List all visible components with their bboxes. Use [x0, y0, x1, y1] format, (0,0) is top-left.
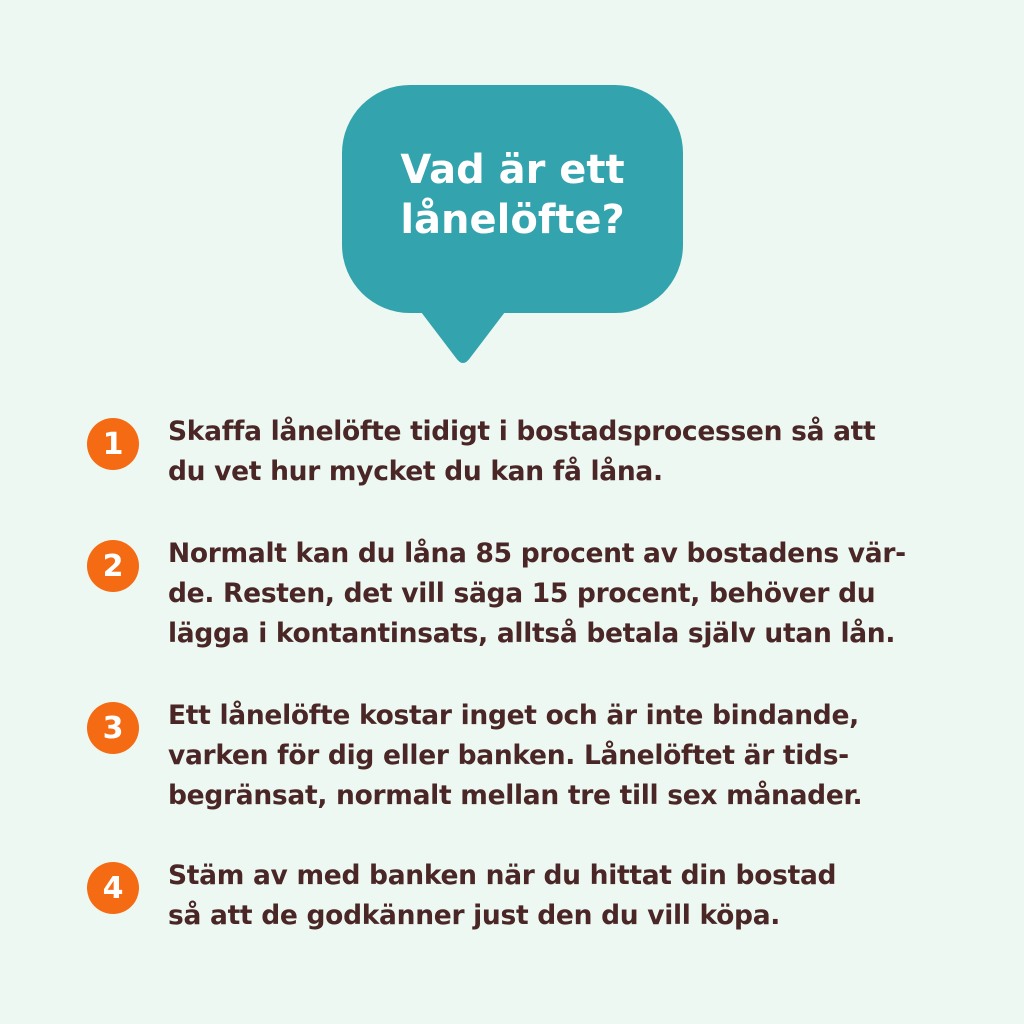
step-text — [168, 856, 948, 936]
step-number-badge: 4 — [87, 862, 139, 914]
step-text — [168, 534, 948, 654]
step-text-line: du vet hur mycket du kan få låna. — [168, 456, 663, 487]
step-text-line: begränsat, normalt mellan tre till sex månader. — [168, 780, 863, 811]
step-text-line: Stäm av med banken när du hittat din bostad — [168, 860, 837, 891]
step-text — [168, 412, 948, 492]
step-text-line: så att de godkänner just den du vill köpa. — [168, 900, 781, 931]
step-text-line: Ett lånelöfte kostar inget och är inte bindande, — [168, 700, 859, 731]
page-title — [342, 85, 683, 313]
speech-bubble-tail — [418, 308, 508, 368]
step-text-line: varken för dig eller banken. Lånelöftet är tids- — [168, 740, 849, 771]
step-number-badge: 1 — [87, 418, 139, 470]
title-line-2: lånelöfte? — [400, 197, 625, 243]
step-text-line: de. Resten, det vill säga 15 procent, behöver du — [168, 578, 876, 609]
title-line-1: Vad är ett — [400, 147, 625, 193]
step-text-line: lägga i kontantinsats, alltså betala själv utan lån. — [168, 618, 896, 649]
step-number-badge: 3 — [87, 702, 139, 754]
step-number-badge: 2 — [87, 540, 139, 592]
step-text-line: Normalt kan du låna 85 procent av bostadens vär- — [168, 538, 906, 569]
step-text-line: Skaffa lånelöfte tidigt i bostadsprocessen så att — [168, 416, 876, 447]
step-text — [168, 696, 948, 816]
